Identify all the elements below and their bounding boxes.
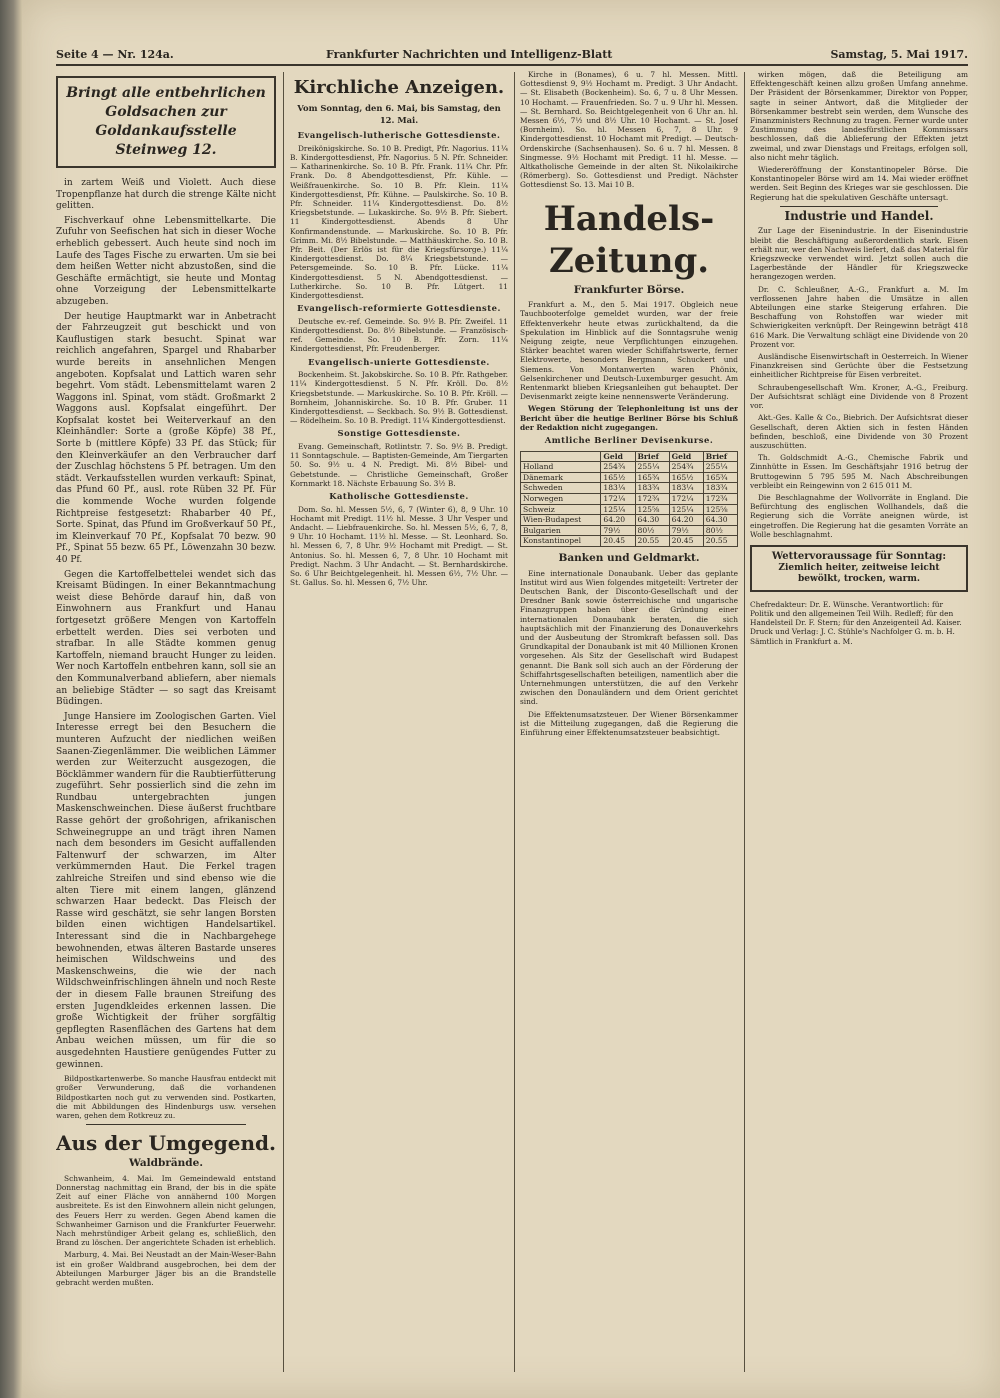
- church-continued-text: Kirche in (Bonames), 6 u. 7 hl. Messen. Mittl. Gottesdienst 9, 9½ Hochamt m. Predigt. 3 Uhr Andacht. — St. Elisabeth (Bockenheim). So. 6, 7 u. 8 Uhr Messen. 10 Hochamt. — Frauenfrieden. So. 7 u. 9 Uhr hl. Messen. — St. Bernhard. So. Beichtgelegenheit von 6 Uhr an. hl. Messen 6½, 7½ und 8½ Uhr. 10 Hochamt. — St. Josef (Bornheim). So. hl. Messen 6, 7, 8 Uhr. 9 Kindergottesdienst. 10 Hochamt mit Predigt. — Deutsch-Ordenskirche (Sachsenhausen). So. 6 u. 7 hl. Messen. 8 Singmesse. 9½ Hochamt mit Predigt. 11 hl. Messe. — Altkatholische Gemeinde in der alten St. Nikolaikirche (Römerberg). So. Gottesdienst und Predigt. Nächster Gottesdienst So. 13. Mai 10 B.: [520, 70, 738, 190]
- page-binding-edge: [0, 0, 22, 1398]
- rate-value-cell: 183¼: [601, 483, 635, 494]
- trade-section-title: Handels-Zeitung.: [543, 198, 715, 281]
- rate-value-cell: 125⅝: [703, 504, 737, 515]
- table-row: [521, 515, 738, 526]
- rate-value-cell: 125⅝: [635, 504, 669, 515]
- section-subtitle-waldbraende: Waldbrände.: [128, 1157, 203, 1170]
- church-section-text: Evang. Gemeinschaft, Rotlintstr. 7. So. 9½ B. Predigt. 11 Sonntagschule. — Baptisten-Gemeinde, Am Tiergarten 50. So. 9½ u. 4 N. Predigt. Mi. 8½ Bibel- und Gebetstunde. — Christliche Gemeinschaft, Großer Kornmarkt 18. Nächste Erbauung So. 3½ B.: [290, 442, 508, 488]
- table-row: [521, 504, 738, 515]
- column-divider: [514, 72, 515, 1372]
- table-row: [521, 462, 738, 473]
- boerse-title: Frankfurter Börse.: [573, 283, 685, 296]
- table-header-cell: Brief: [635, 451, 669, 462]
- divider: [86, 1124, 246, 1125]
- rate-value-cell: 64.30: [703, 515, 737, 526]
- rate-value-cell: 79½: [601, 525, 635, 536]
- rate-value-cell: 165¾: [703, 472, 737, 483]
- rate-value-cell: 172¼: [669, 494, 703, 505]
- industry-paragraph: Zur Lage der Eisenindustrie. In der Eisenindustrie bleibt die Beschäftigung außerordentlich stark. Eisen erhält nur, wer den Nachweis liefert, daß das Material für Kriegszwecke verwendet wird. Jetzt sollen auch die Lagerbestände der Händler für Kriegszwecke herangezogen werden.: [750, 226, 968, 282]
- rate-value-cell: 20.45: [601, 536, 635, 547]
- imprint: Chefredakteur: Dr. E. Wünsche. Verantwortlich: für Politik und den allgemeinen Teil Wilh. Redleff; für den Handelsteil Dr. F. Stern; für den Anzeigenteil Ad. Kaiser. Druck und Verlag: J. C. Stühle's Nachfolger G. m. b. H. Sämtlich in Frankfurt a. M.: [750, 599, 962, 646]
- column-divider: [283, 72, 284, 1372]
- currency-label-cell: Bulgarien: [521, 525, 601, 536]
- rate-value-cell: 255¼: [635, 462, 669, 473]
- industry-paragraph: Th. Goldschmidt A.-G., Chemische Fabrik und Zinnhütte in Essen. Im Geschäftsjahr 1916 betrug der Bruttogewinn 5 795 595 M. Nach Abschreibungen verbleibt ein Reingewinn von 2 615 011 M.: [750, 453, 968, 490]
- divider: [780, 206, 938, 207]
- rate-value-cell: 20.45: [669, 536, 703, 547]
- industry-paragraph: Akt.-Ges. Kalle & Co., Biebrich. Der Aufsichtsrat dieser Gesellschaft, deren Aktien sich in festen Händen befinden, beschloß, eine Dividende von 30 Prozent auszuschütten.: [750, 413, 968, 450]
- industry-section-title: Industrie und Handel.: [784, 208, 934, 223]
- article-paragraph: in zartem Weiß und Violett. Auch diese Tropenpflanze hat durch die strenge Kälte nicht gelitten.: [56, 178, 276, 212]
- table-row: [521, 472, 738, 483]
- church-section-text: Bockenheim. St. Jakobskirche. So. 10 B. Pfr. Rathgeber. 11¼ Kindergottesdienst. 5 N. Pfr. Kröll. Do. 8½ Kriegsbetstunde. — Markuskirche. So. 10 B. Pfr. Kröll. — Bornheim, Johanniskirche. So. 10 B. Pfr. Gruber. 11 Kindergottesdienst. — Seckbach. So. 9½ B. Gottesdienst. — Rödelheim. So. 10 B. Predigt. 11¼ Kindergottesdienst.: [290, 370, 508, 426]
- rate-value-cell: 79½: [669, 525, 703, 536]
- column-divider: [744, 72, 745, 1372]
- table-row: [521, 494, 738, 505]
- church-section-heading: Katholische Gottesdienste.: [329, 491, 469, 502]
- table-header-cell: Brief: [703, 451, 737, 462]
- section-title-umgegend: Aus der Umgegend.: [56, 1131, 276, 1156]
- church-section-text: Dom. So. hl. Messen 5½, 6, 7 (Winter 6), 8, 9 Uhr. 10 Hochamt mit Predigt. 11½ hl. Messe. 3 Uhr Vesper und Andacht. — Liebfrauenkirche. So. hl. Messen 5½, 6, 7, 8, 9 Uhr. 10 Hochamt. 11½ hl. Messe. — St. Leonhard. So. hl. Messen 6, 7, 8 Uhr. 9½ Hochamt mit Predigt. — St. Antonius. So. hl. Messen 6, 7, 8 Uhr. 10 Hochamt mit Predigt. Nachm. 3 Uhr Andacht. — St. Bernhardskirche. So. 6 Uhr Beichtgelegenheit. hl. Messen 6½, 7½ Uhr. — St. Gallus. So. hl. Messen 6, 7½ Uhr.: [290, 504, 508, 588]
- church-notices-title: Kirchliche Anzeigen.: [293, 77, 505, 98]
- article-paragraph: Junge Hansiere im Zoologischen Garten. Viel Interesse erregt bei den Besuchern die munteren Aufzucht der niedlichen weißen Saanen-Ziegenlämmer. Die weiblichen Lämmer werden zur Weiterzucht ausgezogen, die Böcklämmer wandern für die Raubtierfütterung zugeführt. Sehr possierlich sind die zehn im Rundbau untergebrachten jungen Maskenschweinchen. Diese äußerst fruchtbare Rasse gehört der großohrigen, afrikanischen Schweinegruppe an und trägt ihren Namen nach dem besonders im Gesicht auffallenden Faltenwurf der schwarzen, im Alter verkümmernden Haut. Die Ferkel tragen zahlreiche Streifen und sind ebenso wie die alten Tiere mit einem langen, glänzend schwarzen Haar bedeckt. Das Fleisch der Rasse wird geschätzt, sie sehr langen Borsten bilden einen wichtigen Handelsartikel. Interessant sind die in Nachbargehege bewohnenden, etwas älteren Bastarde unseres heimischen Wildschweins und des Maskenschweins, die wie der nach Wildschweinfrischlingen ähneln und noch Reste der in diesem Falle braunen Streifung des ersten Jugendkleides erkennen lassen. Die große Wichtigkeit der früher sorgfältig gepflegten Rasenflächen des Gartens hat dem Anbau weichen müssen, um für die so ausgedehnten Haustiere genügendes Futter zu gewinnen.: [56, 711, 276, 1070]
- church-section-text: Dreikönigskirche. So. 10 B. Predigt, Pfr. Nagorius. 11¼ B. Kindergottesdienst, Pfr. Nagorius. 5 N. Pfr. Schneider. — Katharinenkirche. So. 10 B. Pfr. Frank. 11¼ Chr. Pfr. Frank. Do. 8 Abendgottesdienst, Pfr. Kühle. — Weißfrauenkirche. So. 10 B. Pfr. Klein. 11¼ Kindergottesdienst, Pfr. Kühne. — Paulskirche. So. 10 B. Pfr. Schneider. 11¼ Kindergottesdienst. Do. 8½ Kriegsbetstunde. — Lukaskirche. So. 9½ B. Pfr. Siebert. 11 Kindergottesdienst. Abends 8 Uhr Konfirmandenstunde. — Markuskirche. So. 10 B. Pfr. Grimm. Mi. 8½ Bibelstunde. — Matthäuskirche. So. 10 B. Pfr. Beit. (Der Erlös ist für die Kriegsfürsorge.) 11¼ Kindergottesdienst. Do. 8¼ Kriegsbetstunde. — Petersgemeinde. So. 10 B. Pfr. Lücke. 11¼ Kindergottesdienst. 5 N. Abendgottesdienst. — Lutherkirche. So. 10 B. Pfr. Lütgert. 11 Kindergottesdienst.: [290, 143, 508, 301]
- article-paragraph: wirken mögen, daß die Beteiligung am Effektengeschäft keinen allzu großen Umfang annehme. Der Präsident der Börsenkammer, Direktor von Popper, sagte in seiner Antwort, daß die Mitglieder der Börsenkammer bestrebt sein werden, dem Wunsche des Finanzministers Rechnung zu tragen. Ferner wurde unter Zustimmung des landesfürstlichen Kommissars beschlossen, daß die Ablieferung der Effekten jetzt zweimal, und zwar Dienstags und Freitags, erfolgen soll, also nicht mehr täglich.: [750, 70, 968, 162]
- column-1: [56, 70, 276, 1380]
- rate-value-cell: 64.20: [601, 515, 635, 526]
- industry-paragraph: Schraubengesellschaft Wm. Kroner, A.-G., Freiburg. Der Aufsichtsrat schlägt eine Dividende von 8 Prozent vor.: [750, 382, 968, 411]
- newspaper-title: Frankfurter Nachrichten und Intelligenz-Blatt: [326, 48, 613, 61]
- weather-text: Ziemlich heiter, zeitweise leicht bewölkt, trocken, warm.: [778, 562, 940, 585]
- table-row: [521, 536, 738, 547]
- article-paragraph: Der heutige Hauptmarkt war in Anbetracht der Fahrzeugzeit gut beschickt und von Kauflustigen stark besucht. Spinat war reichlich angefahren, Spargel und Rhabarber wurde bereits in ansehnlichen Mengen angeboten. Kopfsalat und Lattich waren sehr begehrt. Vom städt. Lebensmittelamt waren 2 Waggons inl. Spinat, vom städt. Großmarkt 2 Waggons ausl. Kopfsalat eingeführt. Der Kopfsalat kostet bei Weiterverkauf an den Kleinhändler: Sorte a (große Köpfe) 38 Pf., Sorte b (mittlere Köpfe) 33 Pf. das Stück; für den Kleinverkäufer an den Verbraucher darf der Zuschlag höchstens 5 Pf. betragen. Um den städt. Verkaufsstellen wurden verkauft: Spinat, das Pfund 60 Pf., ausl. rote Rüben 32 Pf. Für die kommende Woche wurden folgende Richtpreise festgesetzt: Rhabarber 40 Pf., Sorte. Spinat, das Pfund im Großverkauf 50 Pf., im Kleinverkauf 70 Pf., Kopfsalat 70 bezw. 90 Pf., Spinat 55 bezw. 65 Pf., Löwenzahn 30 bezw. 40 Pf.: [56, 311, 276, 565]
- rate-value-cell: 254¾: [669, 462, 703, 473]
- rate-value-cell: 254¾: [601, 462, 635, 473]
- page-number: Seite 4 — Nr. 124a.: [56, 48, 174, 61]
- article-paragraph: Marburg, 4. Mai. Bei Neustadt an der Main-Weser-Bahn ist ein großer Waldbrand ausgebrochen, bei dem der Abteilungen Marburger Jäger bis an die Brandstelle gebracht werden mußten.: [56, 1250, 276, 1287]
- gold-ad-box: Bringt alle entbehrlichen Goldsachen zur Goldankaufsstelle Steinweg 12.: [56, 76, 276, 168]
- article-paragraph: Gegen die Kartoffelbettelei wendet sich das Kreisamt Büdingen. In einer Bekanntmachung weist diese Behörde darauf hin, daß von Einwohnern aus Frankfurt und Hanau fortgesetzt größere Mengen von Kartoffeln erbettelt werden. Dies sei verboten und strafbar. In alle Städte kommen genug Kartoffeln, niemand braucht Hunger zu leiden. Wer noch Kartoffeln entbehren kann, soll sie an den Kommunalverband abliefern, aber niemals an beliebige Städter — so sagt das Kreisamt Büdingen.: [56, 569, 276, 708]
- article-paragraph: Schwanheim, 4. Mai. Im Gemeindewald entstand Donnerstag nachmittag ein Brand, der bis in die späte Zeit auf einer Fläche von annähernd 100 Morgen ausbreitete. Es ist den Einwohnern allein nicht gelungen, des Feuers Herr zu werden. Gegen Abend kamen die Schwanheimer Garnison und die Frankfurter Feuerwehr. Nach mehrstündiger Arbeit gelang es, schließlich, den Brand zu löschen. Der angerichtete Schaden ist erheblich.: [56, 1173, 276, 1248]
- currency-label-cell: Dänemark: [521, 472, 601, 483]
- rate-value-cell: 20.55: [635, 536, 669, 547]
- table-row: [521, 483, 738, 494]
- article-paragraph: Fischverkauf ohne Lebensmittelkarte. Die Zufuhr von Seefischen hat sich in dieser Woche erheblich gebessert. Auch heute sind noch im Laufe des Tages Fische zu erwarten. Um sie bei dem heißen Wetter nicht abzustoßen, sind die Geschäfte ermächtigt, sie heute und Montag ohne Vorzeigung der Lebensmittelkarte abzugeben.: [56, 215, 276, 307]
- page-date: Samstag, 5. Mai 1917.: [830, 48, 968, 61]
- table-header-cell: Geld: [601, 451, 635, 462]
- table-row: [521, 525, 738, 536]
- industry-paragraph: Die Beschlagnahme der Wollvorräte in England. Die Befürchtung des englischen Wollhandels, daß die Regierung sich die Vorräte aneignen würde, ist eingetroffen. Die Regierung hat die gesamten Vorräte an Wolle beschlagnahmt.: [750, 492, 968, 539]
- currency-label-cell: Schweden: [521, 483, 601, 494]
- rate-value-cell: 172¾: [703, 494, 737, 505]
- currency-label-cell: Norwegen: [521, 494, 601, 505]
- bank-paragraph: Eine internationale Donaubank. Ueber das geplante Institut wird aus Wien folgendes mitgeteilt: Vertreter der Deutschen Bank, der Disconto-Gesellschaft und der Dresdner Bank sowie österreichische und ungarische Finanzgruppen haben über die Gründung einer internationalen Donaubank beraten, die sich hauptsächlich mit der Finanzierung des Donauverkehrs und der Ausbeutung der Stromkraft befassen soll. Das Grundkapital der Donaubank ist mit 40 Millionen Kronen vorgesehen. Als Sitz der Gesellschaft wird Budapest genannt. Die Bank soll sich auch an der Förderung der Schiffahrtsgesellschaften beteiligen, namentlich aber die Unternehmungen unterstützen, die auf den Verkehr zwischen den Donauländern und dem Orient gerichtet sind.: [520, 568, 738, 707]
- rate-value-cell: 165½: [669, 472, 703, 483]
- column-2: [290, 70, 508, 1380]
- table-header-cell: Geld: [669, 451, 703, 462]
- boerse-notice: Wegen Störung der Telephonleitung ist uns der Bericht über die heutige Berliner Börse bis Schluß der Redaktion nicht zugegangen.: [520, 404, 738, 432]
- rate-value-cell: 183¾: [703, 483, 737, 494]
- industry-paragraph: Ausländische Eisenwirtschaft in Oesterreich. In Wiener Finanzkreisen sind Gerüchte über die Festsetzung einheitlicher Richtpreise für Eisen verbreitet.: [750, 352, 968, 380]
- rate-value-cell: 183¼: [669, 483, 703, 494]
- rate-value-cell: 125¼: [601, 504, 635, 515]
- rate-value-cell: 64.20: [669, 515, 703, 526]
- column-3: [520, 70, 738, 1380]
- currency-label-cell: Holland: [521, 462, 601, 473]
- page-header: [56, 46, 968, 66]
- exchange-rates-table: [520, 451, 738, 547]
- church-notices-subtitle: Vom Sonntag, den 6. Mai, bis Samstag, den 12. Mai.: [297, 103, 501, 125]
- currency-label-cell: Wien-Budapest: [521, 515, 601, 526]
- church-section-heading: Evangelisch-reformierte Gottesdienste.: [297, 303, 501, 314]
- table-header-cell: [521, 451, 601, 462]
- rate-value-cell: 172¼: [601, 494, 635, 505]
- rate-value-cell: 165½: [601, 472, 635, 483]
- rate-value-cell: 80½: [703, 525, 737, 536]
- rates-caption: Amtliche Berliner Devisenkurse.: [544, 435, 714, 446]
- rate-value-cell: 183¾: [635, 483, 669, 494]
- church-section-text: Deutsche ev.-ref. Gemeinde. So. 9½ B. Pfr. Zweifel. 11 Kindergottesdienst. Do. 8½ Bibelstunde. — Französisch-ref. Gemeinde. So. 10 B. Pfr. Zorn. 11¼ Kindergottesdienst, Pfr. Freudenberger.: [290, 316, 508, 354]
- weather-title: Wettervoraussage für Sonntag:: [771, 550, 947, 562]
- currency-label-cell: Konstantinopel: [521, 536, 601, 547]
- rate-value-cell: 165¾: [635, 472, 669, 483]
- weather-forecast-box: [750, 545, 968, 592]
- rate-value-cell: 80½: [635, 525, 669, 536]
- article-paragraph: Bildpostkartenwerbe. So manche Hausfrau entdeckt mit großer Verwunderung, daß die vorhandenen Bildpostkarten noch gut zu verwenden sind. Postkarten, die mit Abbildungen des Hindenburgs usw. versehen waren, gehen dem Rotkreuz zu.: [56, 1074, 276, 1120]
- church-section-heading: Evangelisch-lutherische Gottesdienste.: [297, 130, 501, 141]
- table-header-row: [521, 451, 738, 462]
- rate-value-cell: 172¾: [635, 494, 669, 505]
- industry-paragraph: Dr. C. Schleußner, A.-G., Frankfurt a. M. Im verflossenen Jahre haben die Umsätze in allen Abteilungen eine starke Steigerung erfahren. Die Beschaffung von Rohstoffen war wieder mit Schwierigkeiten verknüpft. Der Reingewinn beträgt 418 616 Mark. Die Verwaltung schlägt eine Dividende von 20 Prozent vor.: [750, 284, 968, 349]
- church-section-heading: Evangelisch-unierte Gottesdienste.: [308, 356, 490, 367]
- church-section-heading: Sonstige Gottesdienste.: [337, 428, 461, 439]
- rate-value-cell: 20.55: [703, 536, 737, 547]
- rate-value-cell: 255¼: [703, 462, 737, 473]
- bank-paragraph: Die Effektenumsatzsteuer. Der Wiener Börsenkammer ist die Mitteilung zugegangen, daß die Regierung die Einführung einer Effektenumsatzsteuer beabsichtigt.: [520, 709, 738, 738]
- column-4: [750, 70, 968, 1380]
- currency-label-cell: Schweiz: [521, 504, 601, 515]
- rate-value-cell: 125¼: [669, 504, 703, 515]
- boerse-paragraph: Frankfurt a. M., den 5. Mai 1917. Obgleich neue Tauchbooterfolge gemeldet wurden, war der freie Effektenverkehr heute etwas zurückhaltend, da die Spekulation im Hinblick auf die Sonntagsruhe wenig Neigung zeigte, neue Verpflichtungen einzugehen. Stärker beachtet waren wieder Schiffahrtswerte, ferner Elektrowerte, besonders Bergmann, Schuckert und Siemens. Von Montanwerten waren Phönix, Gelsenkirchener und Deutsch-Luxemburger gesucht. Am Rentenmarkt blieben Kriegsanleihen gut behauptet. Der Devisenmarkt zeigte keine nennenswerte Veränderung.: [520, 300, 738, 402]
- rate-value-cell: 64.30: [635, 515, 669, 526]
- article-paragraph: Wiedereröffnung der Konstantinopeler Börse. Die Konstantinopeler Börse wird am 14. Mai wieder eröffnet werden. Seit Beginn des Krieges war sie geschlossen. Die Regierung hat die spekulativen Geschäfte untersagt.: [750, 165, 968, 202]
- bank-section-title: Banken und Geldmarkt.: [558, 552, 700, 565]
